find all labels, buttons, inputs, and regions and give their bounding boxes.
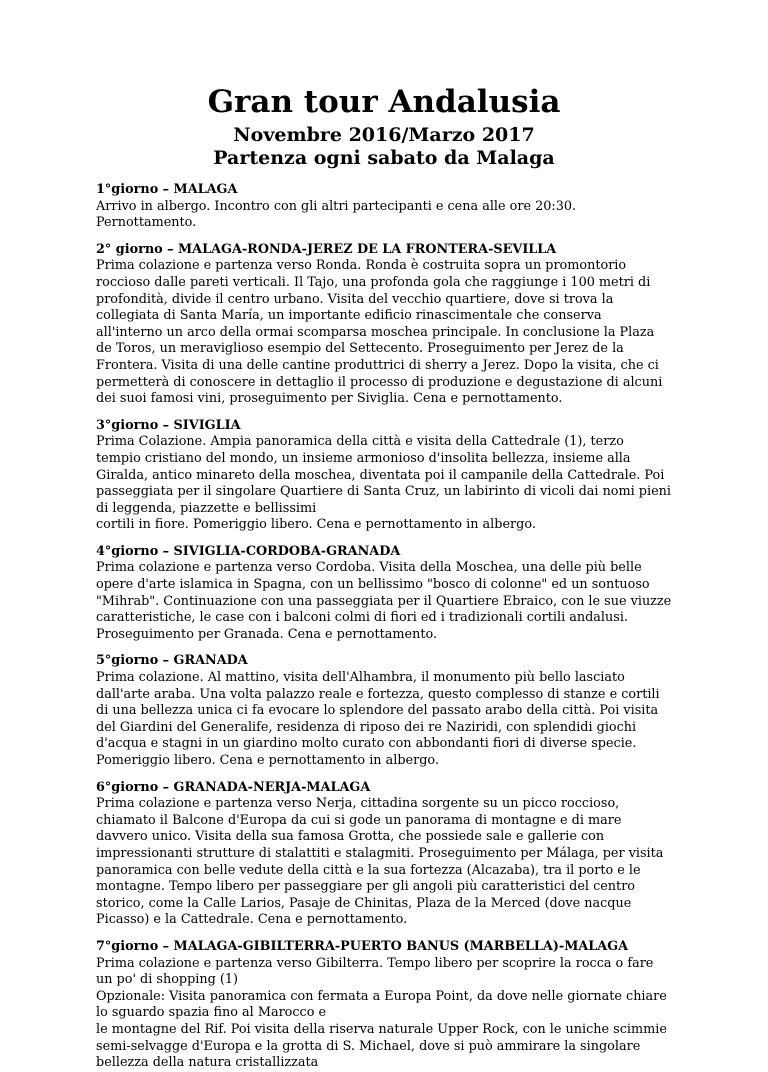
itinerary-day-1: [96, 182, 672, 232]
day-paragraph: Opzionale: Visita panoramica con fermata a Europa Point, da dove nelle giornate chiare lo sguardo spazia fino al Marocco e: [96, 988, 667, 1021]
day-heading: 4°giorno – SIVIGLIA-CORDOBA-GRANADA: [96, 543, 401, 559]
day-paragraph: Prima colazione e partenza verso Nerja, cittadina sorgente su un picco roccioso, chiamato il Balcone d'Europa da cui si gode un panorama di montagne e di mare davvero unico. Visita della sua famosa Grotta, che possiede sale e gallerie con impressionanti strutture di stalattiti e stalagmiti. Proseguimento per Málaga, per visita panoramica con belle vedute della città e la sua fortezza (Alcazaba), tra il porto e le montagne. Tempo libero per passeggiare per gli angoli più caratteristici del centro storico, come la Calle Larios, Pasaje de Chinitas, Plaza de la Merced (dove nacque Picasso) e la Cattedrale. Cena e pernottamento.: [96, 796, 664, 928]
itinerary-day-3: [96, 418, 672, 534]
itinerary-day-7: [96, 939, 672, 1072]
day-paragraph: Prima Colazione. Ampia panoramica della città e visita della Cattedrale (1), terzo tempio cristiano del mondo, un insieme armonioso d'insolita bellezza, insieme alla Giralda, antico minareto della moschea, diventata poi il campanile della Cattedrale. Poi passeggiata per il singolare Quartiere di Santa Cruz, un labirinto di vicoli dai nomi pieni di leggenda, piazzette e bellissimi: [96, 434, 671, 516]
itinerary-day-5: [96, 653, 672, 769]
day-paragraph: le montagne del Rif. Poi visita della riserva naturale Upper Rock, con le uniche scimmie semi-selvagge d'Europa e la grotta di S. Michael, dove si può ammirare la singolare bellezza della natura cristallizzata: [96, 1021, 667, 1071]
day-paragraph: cortili in fiore. Pomeriggio libero. Cena e pernottamento in albergo.: [96, 517, 536, 533]
itinerary-day-4: [96, 544, 672, 644]
day-heading: 3°giorno – SIVIGLIA: [96, 417, 241, 433]
itinerary: [96, 182, 672, 1072]
day-heading: 1°giorno – MALAGA: [96, 182, 238, 197]
itinerary-day-2: [96, 242, 672, 408]
day-heading: 6°giorno – GRANADA-NERJA-MALAGA: [96, 779, 371, 795]
document-subtitle-departure: Partenza ogni sabato da Malaga: [213, 147, 555, 169]
day-paragraph: Prima colazione e partenza verso Ronda. Ronda è costruita sopra un promontorio roccioso dalle pareti verticali. Il Tajo, una profonda gola che raggiunge i 100 metri di profondità, divide il centro urbano. Visita del vecchio quartiere, dove si trova la collegiata di Santa María, un importante edificio rinascimentale che conserva all'interno un arco della ormai scomparsa moschea principale. In conclusione la Plaza de Toros, un meraviglioso esempio del Settecento. Proseguimento per Jerez de la Frontera. Visita di una delle cantine produttrici di sherry a Jerez. Dopo la visita, che ci permetterà di conoscere in dettaglio il processo di produzione e degustazione di alcuni dei suoi famosi vini, proseguimento per Siviglia. Cena e pernottamento.: [96, 258, 663, 407]
day-heading: 2° giorno – MALAGA-RONDA-JEREZ DE LA FRONTERA-SEVILLA: [96, 241, 557, 257]
day-paragraph: Arrivo in albergo. Incontro con gli altri partecipanti e cena alle ore 20:30. Pernottamento.: [96, 198, 577, 231]
document-title: Gran tour Andalusia: [207, 84, 561, 120]
day-paragraph: Prima colazione e partenza verso Gibilterra. Tempo libero per scoprire la rocca o fare un po' di shopping (1): [96, 955, 654, 988]
day-heading: 7°giorno – MALAGA-GIBILTERRA-PUERTO BANUS (MARBELLA)-MALAGA: [96, 938, 629, 954]
day-heading: 5°giorno – GRANADA: [96, 653, 248, 669]
itinerary-day-6: [96, 780, 672, 929]
day-paragraph: Prima colazione e partenza verso Cordoba. Visita della Moschea, una delle più belle opere d'arte islamica in Spagna, con un bellissimo "bosco di colonne" ed un sontuoso "Mihrab". Continuazione con una passeggiata per il Quartiere Ebraico, con le sue viuzze caratteristiche, le case con i balconi colmi di fiori ed i tradizionali cortili andalusi. Proseguimento per Granada. Cena e pernottamento.: [96, 560, 672, 642]
document-subtitle-dates: Novembre 2016/Marzo 2017: [233, 124, 535, 146]
day-paragraph: Prima colazione. Al mattino, visita dell'Alhambra, il monumento più bello lasciato dall'arte araba. Una volta palazzo reale e fortezza, questo complesso di stanze e cortili di una bellezza unica ci fa evocare lo splendore del passato arabo della città. Poi visita del Giardini del Generalife, residenza di riposo dei re Naziridi, con splendidi giochi d'acqua e stagni in un giardino molto curato con abbondanti fiori di diverse specie. Pomeriggio libero. Cena e pernottamento in albergo.: [96, 670, 660, 768]
